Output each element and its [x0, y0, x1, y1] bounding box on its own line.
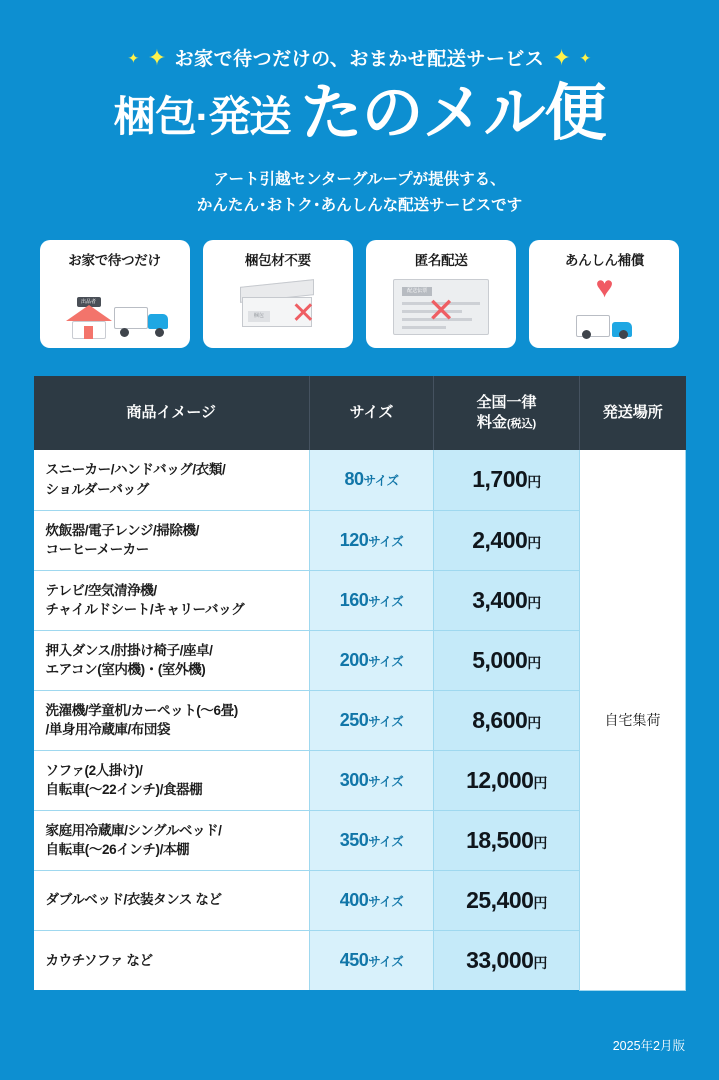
column-header-fee-line2	[434, 413, 579, 433]
sparkle-icon-left: ✦	[147, 44, 167, 70]
column-header-fee-line1: 全国一律	[476, 393, 537, 411]
title-main: たのメル便	[300, 79, 606, 148]
cell-fee	[434, 630, 580, 690]
feature-card-wait-at-home	[40, 240, 190, 348]
item-line1: 炊飯器/電子レンジ/掃除機/	[45, 522, 199, 538]
truck-wheel-front	[619, 330, 628, 339]
truck-icon	[114, 303, 168, 337]
box-label: 梱包	[248, 311, 270, 322]
item-line1: ダブルベッド/衣装タンス など	[45, 892, 222, 908]
size-number: 200	[339, 649, 369, 670]
sparkle-icon-right-small: ✦	[579, 49, 592, 66]
fee-number: 12,000	[466, 766, 534, 793]
fee-tax-label: (税込)	[506, 418, 537, 431]
item-line1: スニーカー/ハンドバッグ/衣類/	[45, 462, 226, 478]
item-line1: 押入ダンス/肘掛け椅子/座卓/	[45, 642, 213, 658]
size-unit: サイズ	[368, 594, 404, 609]
cell-size	[310, 750, 434, 810]
fee-number: 2,400	[472, 526, 528, 553]
column-header-size: サイズ	[310, 376, 434, 450]
size-number: 350	[339, 829, 369, 850]
fee-label: 料金	[476, 414, 507, 432]
fee-unit: 円	[527, 714, 541, 731]
slip-header-label: 配送伝票	[402, 287, 432, 296]
size-unit: サイズ	[368, 654, 404, 669]
truck-cab	[148, 314, 168, 329]
table-header-row	[34, 376, 686, 450]
item-line2: コーヒーメーカー	[45, 542, 149, 558]
size-number: 80	[344, 469, 364, 490]
fee-number: 33,000	[466, 946, 534, 973]
house-icon	[66, 297, 112, 339]
sparkle-icon-right: ✦	[552, 44, 572, 70]
box-cross-icon	[203, 271, 353, 343]
cross-icon: ✕	[426, 292, 456, 331]
fee-number: 1,700	[472, 466, 528, 493]
heart-icon: ♥	[595, 271, 614, 305]
size-number: 250	[339, 709, 369, 730]
item-line2: ショルダーバッグ	[45, 481, 149, 497]
fee-unit: 円	[533, 834, 547, 851]
feature-card-insurance	[529, 240, 679, 348]
size-unit: サイズ	[368, 774, 404, 789]
hero-kicker-text: お家で待つだけの、おまかせ配送サービス	[174, 49, 545, 70]
cell-size	[310, 630, 434, 690]
cell-fee	[434, 870, 580, 930]
cell-fee	[434, 570, 580, 630]
truck-wheel-front	[155, 328, 164, 337]
fee-number: 5,000	[472, 646, 528, 673]
size-unit: サイズ	[368, 834, 404, 849]
item-line1: 家庭用冷蔵庫/シングルベッド/	[45, 822, 222, 838]
item-line2: 自転車(〜26インチ)/本棚	[45, 842, 190, 858]
hero-section	[0, 0, 719, 218]
size-number: 400	[339, 889, 369, 910]
page-title	[0, 79, 719, 148]
cell-fee	[434, 750, 580, 810]
truck-icon	[576, 311, 632, 339]
feature-title: 匿名配送	[414, 253, 468, 269]
feature-title: 梱包材不要	[244, 253, 311, 269]
cell-size	[310, 690, 434, 750]
price-table-wrapper	[34, 376, 686, 991]
item-line2: /単身用冷蔵庫/布団袋	[45, 722, 171, 738]
cell-size	[310, 810, 434, 870]
cell-item	[34, 690, 310, 750]
item-line1: ソファ(2人掛け)/	[45, 762, 143, 778]
cell-item	[34, 870, 310, 930]
fee-unit: 円	[527, 654, 541, 671]
cardboard-box-icon	[232, 277, 324, 335]
item-line1: カウチソファ など	[45, 952, 153, 968]
table-row	[34, 450, 686, 510]
column-header-fee	[434, 376, 580, 450]
fee-number: 8,600	[472, 706, 528, 733]
item-line1: テレビ/空気清浄機/	[45, 582, 157, 598]
shipping-slip-icon	[393, 279, 489, 335]
item-line2: チャイルドシート/キャリーバッグ	[45, 602, 245, 618]
feature-card-no-packing-material	[203, 240, 353, 348]
cell-fee	[434, 810, 580, 870]
cell-item	[34, 810, 310, 870]
cell-item	[34, 630, 310, 690]
column-header-item: 商品イメージ	[34, 376, 310, 450]
cell-fee	[434, 930, 580, 990]
size-unit: サイズ	[368, 714, 404, 729]
fee-unit: 円	[527, 594, 541, 611]
feature-card-anonymous-shipping	[366, 240, 516, 348]
truck-wheel-rear	[582, 330, 591, 339]
item-line1: 洗濯機/学童机/カーペット(〜6畳)	[45, 702, 238, 718]
fee-unit: 円	[527, 474, 541, 491]
fee-number: 3,400	[472, 586, 528, 613]
size-number: 160	[339, 589, 369, 610]
fee-unit: 円	[533, 954, 547, 971]
feature-card-list	[40, 240, 680, 348]
heart-truck-icon	[529, 271, 679, 343]
size-unit: サイズ	[368, 534, 404, 549]
cell-item	[34, 450, 310, 510]
cell-size	[310, 570, 434, 630]
version-footnote: 2025年2月版	[612, 1039, 685, 1053]
truck-cargo	[114, 307, 148, 329]
cell-item	[34, 930, 310, 990]
house-truck-icon	[40, 271, 190, 343]
hero-kicker	[0, 44, 719, 71]
fee-number: 18,500	[466, 826, 534, 853]
price-table	[34, 376, 687, 991]
house-roof	[66, 305, 112, 321]
cell-fee	[434, 690, 580, 750]
feature-title: あんしん補償	[564, 253, 645, 269]
item-line2: 自転車(〜22インチ)/食器棚	[45, 782, 203, 798]
fee-unit: 円	[533, 894, 547, 911]
feature-title: お家で待つだけ	[68, 253, 161, 269]
fee-unit: 円	[533, 774, 547, 791]
truck-wheel-rear	[120, 328, 129, 337]
shipping-slip-cross-icon	[366, 271, 516, 343]
column-header-location: 発送場所	[580, 376, 686, 450]
cell-item	[34, 750, 310, 810]
cell-location: 自宅集荷	[580, 450, 686, 990]
hero-subtitle	[0, 167, 719, 218]
size-unit: サイズ	[368, 894, 404, 909]
cell-size	[310, 870, 434, 930]
title-prefix: 梱包·発送	[113, 93, 291, 140]
hero-subtitle-line1: アート引越センターグループが提供する、	[213, 171, 506, 188]
hero-subtitle-line2: かんたん･おトク･あんしんな配送サービスです	[196, 196, 523, 214]
cell-fee	[434, 510, 580, 570]
cell-item	[34, 510, 310, 570]
cross-icon: ✕	[290, 297, 316, 331]
house-flag-label: 出品者	[77, 297, 101, 307]
size-number: 120	[339, 529, 369, 550]
size-number: 300	[339, 769, 369, 790]
cell-fee	[434, 450, 580, 510]
cell-size	[310, 510, 434, 570]
cell-size	[310, 930, 434, 990]
size-unit: サイズ	[368, 954, 404, 969]
fee-unit: 円	[527, 534, 541, 551]
size-unit: サイズ	[363, 474, 399, 489]
item-line2: エアコン(室内機)・(室外機)	[45, 662, 206, 678]
sparkle-icon-left-small: ✦	[127, 49, 140, 66]
cell-size	[310, 450, 434, 510]
house-door	[84, 326, 93, 339]
cell-item	[34, 570, 310, 630]
size-number: 450	[339, 949, 369, 970]
fee-number: 25,400	[466, 886, 534, 913]
